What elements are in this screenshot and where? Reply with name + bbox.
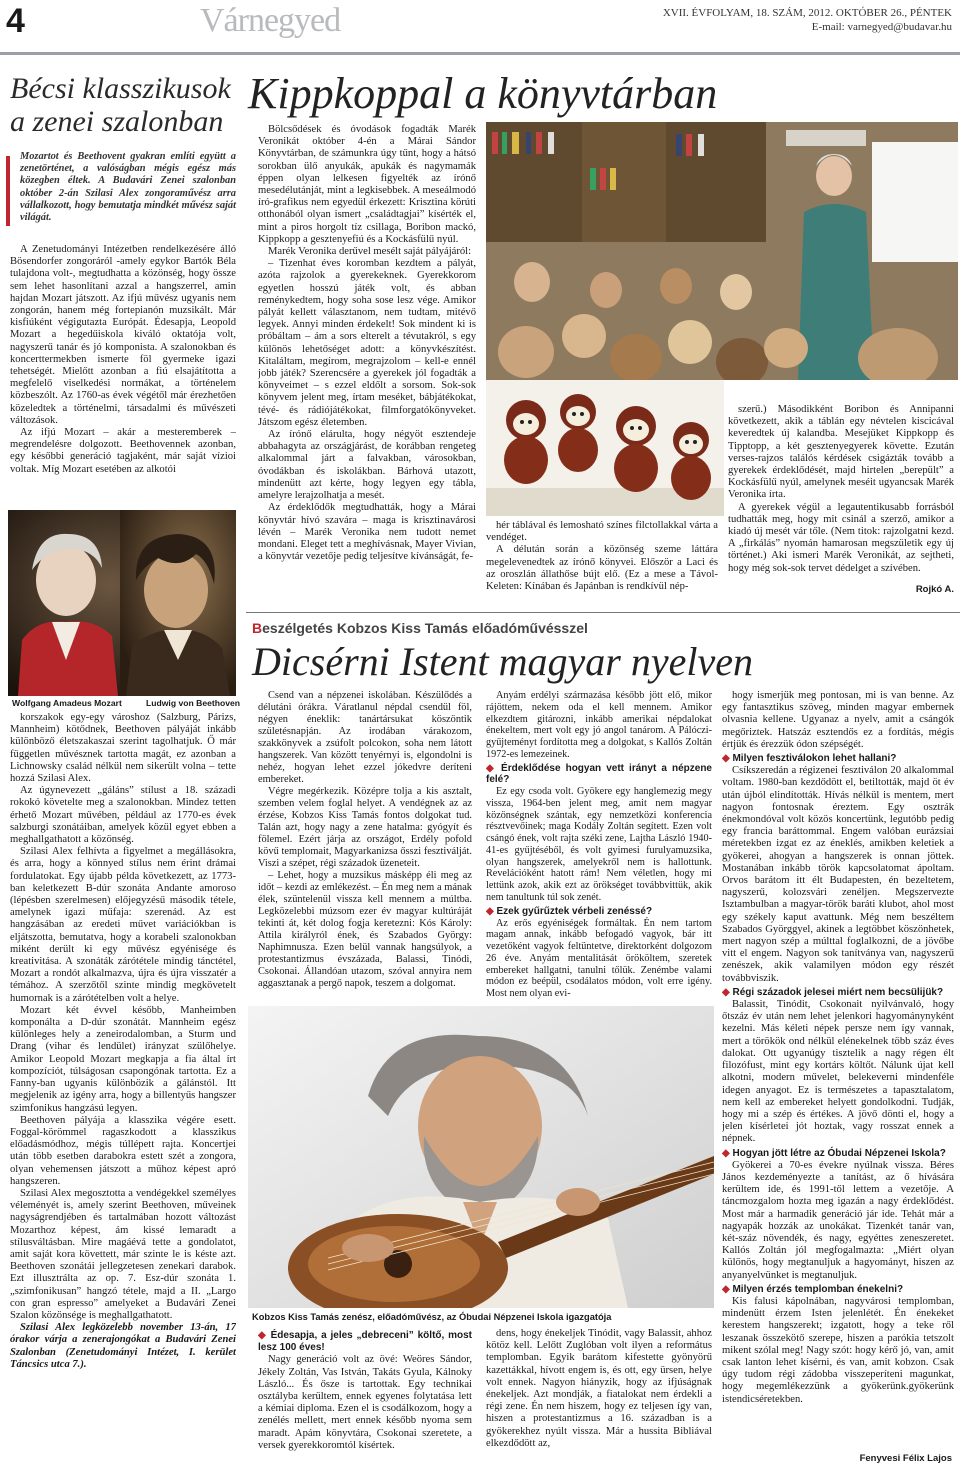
section-divider [246,612,960,613]
kip-article-paragraph: szerű.) Másodikként Boribon és Annipanni következett, akik a táblán egy névtelen kiscicával keveredtek új kalandba. Mesejüket Kippkopp és Tipptopp, a két gesztenyegyerek követte. Ezután verses-rajzos találós kérdések csigázták tovább a gyerekek érdeklődését, majd hirtelen „berepült” a Kockásfülű nyúl, amelynek meséit ugyancsak Marék Veronika írta. [728,404,954,501]
kicker-text: eszélgetés Kobzos Kiss Tamás előadóművésszel [262,620,588,636]
lead-accent-bar [6,156,10,226]
email-link[interactable]: E-mail: varnegyed@budavar.hu [811,21,952,33]
interview-paragraph: Csend van a népzenei iskolában. Készülődés a délutáni órákra. Váratlanul népdal csendül föl, négyen éneklik: tanártársukat köszöntik születésnapján. Az irodában várakozom, szakkönyvek a zsúfolt polcokon, soha nem látott hangszerek. Van között tenyérnyi is, elgondolni is nehéz, hogyan lehet ezzel jókedvre deríteni embereket. [258,690,472,785]
interview-question: ◆ Hogyan jött létre az Óbudai Népzenei Iskola? [722,1148,954,1160]
interview-byline: Fenyvesi Félix Lajos [859,1453,952,1464]
left-article-title: Bécsi klasszikusok a zenei szalonban [10,72,231,138]
interview-question: ◆ Milyen érzés templomban énekelni? [722,1284,954,1296]
kicker-initial: B [252,620,263,636]
interview-paragraph: Végre megérkezik. Középre tolja a kis asztalt, szemben velem foglal helyet. A vendégnek az az érzése, Kobzos Kiss Tamás fontos dolgokat tud. Talán azt, hogy nagy a zene hatalma: gyógyít és fölemel. Ezért járja az országot, Erdély pofold kövű templomait, Magyarkanizsa ősszi fesztiválját. Viszi a szépet, régi századok üzeneteit. [258,785,472,869]
interview-kicker [252,620,588,636]
left-article-paragraph: Mozart két évvel később, Manheimben komponálta a D-dúr szonátát. Mannheim egész különleges hely a zeneirodalomban, a Sturm und Drang (vihar és lendület) irányzat szülőhelye. Amikor Leopold Mozart megkapja a fia által írt kompozíciót, túlságosan csapongónak tartotta. Ez a Fanny-ban ugyanis különbözik a gálánstól. Itt megjelenik az igény arra, hogy a billentyűs hangszer szimfonikus hangzású legyen. [10,1004,236,1114]
kip-article-paragraph: A délután során a közönség szeme láttára megelevenedtek az írónő könyvei. Először a Laci és az oroszlán állathőse bújt elő. (Ez a mese a Távol-Keleten: Kínában és Japánban is rendkívül nép- [486,544,718,593]
kip-article-col2 [486,520,718,604]
kip-signature: Rojkó A. [915,584,954,595]
left-article-paragraph: Szilasi Alex felhívta a figyelmet a megállásokra, és arra, hogy a könnyed stílus nem érint drámai fordulatokat. Egy újabb példa következett, az 1773-ban keletkezett B-dúr szonáta Andante amoroso (lépésben szerelmesen) előjegyzésű második tétele, amelynek igazi műfaja: szerenád. Az est hangzásában az eredeti művet variációkban is eljátszotta, bemutatva, hogy a korabeli szalonokban miként derült ki egy művész egyénisége és kreativitása. A szonáták zárótétele mindig tánctétel, Mozart a rondót alkalmazva, újra és újra visszatér a témához. A szerzőtől szinte mindig megkövetelt humornak is a zárótételben volt a helye. [10,846,236,1004]
interview-question: ◆ Milyen fesztiválokon lehet hallani? [722,753,954,765]
left-article-lead: Mozartot és Beethovent gyakran említi együtt a zenetörténet, a valóságban mégis egész más közegben éltek. A Budavári Zenei szalonban október 2-án Szilasi Alex zongoraművész arra vállalkozott, hogy bemutatja mindkét művész saját világát. [20,151,236,224]
interview-paragraph: hogy ismerjük meg pontosan, mi is van benne. Az egy fantasztikus szöveg, minden magyar embernek olvasnia kellene. Ugyanaz a nyelv, amit a csángók megőriztek. Hatszáz esztendős ez a fordítás, mégis értjük és érezzük ódon szépségét. [722,690,954,750]
kip-article-title: Kippkoppal a könyvtárban [248,69,718,118]
masthead: Várnegyed [200,2,341,39]
kip-article-paragraph: A gyerekek végül a legautentikusabb forrásból tudhatták meg, hogy mit csinál a szerző, amikor a kiadó új mesét vár tőle. (Nem titok: rajzolgatni kezd. A „firkálás” nyomán hamarosan megszületik egy új történet.) Aki ismeri Marék Veronikát, az sejtheti, hogy még sok-sok tervet dédelget a szívében. [728,501,954,574]
kip-article-paragraph: hér táblával és lemosható színes filctollakkal várta a vendéget. [486,520,718,544]
interview-paragraph: Gyökerei a 70-es évekre nyúlnak vissza. Béres János kezdeményezte a tanítást, az ő hívására kerültem ide, és 1991-től lettem a vezetője. A táncmozgalom hozta meg igazán a nagy érdeklődést. Most már a harmadik generáció jár ide. Tehát már a nagyapák hozzák az unokákat. Tizenkét tanár van, két-száz növendék, és nagy, egyéttes zeneszeretet. Kallós Zoltán jól megfogalmazta: „Miért olyan különös, hogy megtanuljuk a hagyományt, hiszen az anyanyelvünket is megtanuljuk. [722,1159,954,1281]
musician-photo [248,1006,714,1308]
page-number: 4 [6,2,25,40]
library-event-photo [486,122,958,380]
caption-beethoven: Ludwig von Beethoven [146,698,241,708]
interview-paragraph: Csíkszeredán a régizenei fesztiválon 20 alkalommal voltam. 1980-ban kezdődött el, betiltották, majd öt év után újból elindították. Hívás nélkül is mentem, mert nagyon fontosnak éreztem. Egy osztrák énekmondóval volt közös koncertünk, legutóbb pedig egy francia baráttommal. Engem valóban eurázsiai méretekben izgat ez az éneklés, amikben keletiek a gyökerei, ahogyan a hangszerek is onnan jöttek. Mostanában inkább török kapcsolatomat ápoltam. Orvos barátom itt élt Budapesten, én bezeltetem, nagyszerű, kolozsvári zenéljen. Megszervezte Isztambulban a magyar-török baráti klubot, ahol most egy székely kaput avattunk. Még nem beszéltem Szabados Györggyel, akinek a legtöbbet köszönhetek, mert nagyon szép a múlttal foglalkozni, de a jövőbe vitt el engem. Nagyon sok tanítványa van, nagyszerű zenészek, akik valamilyen módon egy részét továbbviszik. [722,765,954,984]
interview-col3 [722,690,954,1450]
library-photo-image [486,122,958,380]
puppets-photo [486,380,724,516]
left-article-paragraph: Beethoven pályája a klasszika végére esett. Foggal-körömmel ragaszkodott a klasszikus előadásmódhoz, mégis túllépett rajta. Koncertjei után több esetben darabokra estett szét a zongora, olyan vehemensen játszott a műhoz képest apró hangszeren. [10,1114,236,1187]
interview-paragraph: Balassit, Tinódit, Csokonait nyilvánvaló, hogy őtszáz év után nem lehet jelenkori hagyománynyként kezelni. Más kéleti népek persze nem így vannak, mert a törökök ond nélkül elénekelnek több száz éves dalokat. Ott ugyanúgy tisztelik a nagy régen élt filozófust, mint egy kortárs költőt. Nálunk újat kell alkotni, modern művelet, belekeverni mindenféle idegen anyagot. Ez is természetes a tapasztalatom, nem kell az embereket helyett gondolkodni. Tudják, hogy mi a szép és értékes. A jövő dönti el, hogy a jelen kísérletei jót hoztak, vagy rosszat ennek a népnek. [722,999,954,1145]
interview-paragraph: Anyám erdélyi származása később jött elő, mikor rájöttem, nekem oda el kell mennem. Amikor elkezdtem gitározni, inkább amerikai népdalokat énekeltem, mert volt egy jó angol tanárom. A Pálóczi-gyűjteményt fordította meg a dolgokat, s Kallós Zoltán 1972-es lemezeinek. [486,690,712,760]
interview-col2-after-photo [486,1328,712,1472]
left-article-closing-note: Szilasi Alex legközelebb november 13-án, 17 órakor várja a zenerajongókat a Budavári Zenei Szalonban (Zenetudományi Intézet, I. kerület Táncsics utca 7.). [10,1322,236,1370]
interview-col2 [486,690,712,1002]
kip-article-paragraph: Az írónő elárulta, hogy négyöt esztendeje abbahagyta az országjárást, de korábban rengeteg alkalommal járt a falvakban, városokban, óvodákban és iskolákban. Bárhová utazott, mindenütt azt kérte, hogy legyen egy tábla, amelyre lerajzolhatja a mesét. [258,429,476,502]
portraits-image [8,510,236,696]
interview-paragraph: Nagy generáció volt az övé: Weöres Sándor, Jékely Zoltán, Vas István, Takáts Gyula, Kálnoky László... És ősze is tartottak. Egy technikai osztályba kerültem, ennek egyenes folytatása lett a kémiai diploma. Ezen el is csodálkozom, hogy a zenélés mellett, mert ennek később nyoma sem maradt. Apám könyvtára, Csokonai szeretete, a versek gyerekkoromtól kísértek. [258,1354,472,1451]
interview-col1 [258,690,472,1002]
interview-question: ◆ Ezek gyűrűztek vérbeli zenéssé? [486,906,712,918]
issue-line: XVII. ÉVFOLYAM, 18. SZÁM, 2012. OKTÓBER 26., PÉNTEK [662,7,952,19]
musician-photo-caption: Kobzos Kiss Tamás zenész, előadóművész, az Óbudai Népzenei Iskola igazgatója [252,1312,612,1322]
left-article-paragraph: Az ifjú Mozart – akár a mesteremberek – megrendelésre dolgozott. Beethovennek azonban, egy későbbi generáció tagjaként, már saját vízioi voltak. Míg Mozart esetében az alkotói [10,427,236,475]
interview-question: ◆ Régi századok jelesei miért nem becsülijük? [722,987,954,999]
composer-portraits [8,510,236,696]
kip-article-paragraph: Marék Veronika derűvel mesélt saját pályájáról: [268,246,472,258]
interview-question: ◆ Édesapja, a jeles „debreceni” költő, most lesz 100 éves! [258,1330,472,1354]
interview-paragraph: – Lehet, hogy a muzsikus másképp éli meg az időt – kezdi az emlékezést. – Én meg nem a mának élek, szüntelenül vissza kell mennem a múltba. Legközelebbi múzsom ezer év magyar kultúráját tekinti át, két dolog fogja keretezni: Kós Károly: Attila királyról ének, és Szabados György: Naphimnusza. Ezen belül vannak hangsúlyok, a protestantizmus évszázada, Balassi, Tinódi, Csokonai. Állandóan utazom, szóval annyira nem aggasztanak a pergő napok, teszem a dolgomat. [258,869,472,989]
left-article-body-top [10,244,236,506]
left-article-paragraph: A Zenetudományi Intézetben rendelkezésére álló Bösendorfer zongoráról -amely egykor Bartók Béla tulajdona volt-, megtudhatta a közönség, hogy össze sem lehet hasonlítani azzal a hangszerrel, amin hajdan Mozart játszott. Az ifjú művész ugyanis nem zongorán, hanem még fortepianón muzsikált. Már kisfiúként végigutazta Európát. Édesapja, Leopold Mozart a hegedűiskola kiváló oktatója volt, nagyszerű tanár és jó komponista. A szalonokban és koncerttermekben ismerte föl gyermeke igazi tehetségét. Mielőtt azonban a fiú elsajátította a megfelelő viselkedési normákat, a történelem közbeszólt. Az 1760-as évek végétől már érezhetően közeledtek a történelmi, társadalmi és művészeti változások. [10,244,236,426]
kip-article-paragraph: Bölcsődések és óvodások fogadták Marék Veronikát október 4-én a Márai Sándor Könyvtárban, de számunkra úgy tűnt, hogy a hátsó sorokban ülő anyukák, apukák és nagymamák éppen olyan lelkesen figyelték az írónő mesedélutánját, mint a legkisebbek. A meseálmodó író-grafikus nem egyedül érkezett: Krisztina körúti otthonából olyan ismert „családtagjai” kísérték el, mint a piros horgolt tíz csillaga, Boribon mackó, Kippkopp a gesztenyefiú és a Kockásfülű nyúl. [258,124,476,245]
header-rule [0,52,960,55]
issue-info [663,6,952,34]
left-article-paragraph: Szilasi Alex megosztotta a vendégekkel személyes véleményét is, amely szerint Beethoven, műveinek nagyságrendjében és tartalmában hozott változást Mozarthoz képest, ám kissé lemaradt a stílusváltásban. Mire magáévá tette a gondolatot, amit saját kora követtett, már szinte le is késte azt. Beethoven szonátái jellegzetesen zenekari darabok. Ezt illusztrálta az op. 7. Esz-dúr szonáta 1. „szimfonikusan” hangzó tétele, majd a II. „Largo con gran espresso” amelyeket a Budavári Zenei Szalon közönsége is meghallgathatott. [10,1187,236,1321]
kip-article-col3 [728,404,954,580]
kip-article-paragraph: Az érdeklődők megtudhatták, hogy a Márai könyvtár hívó szavára – maga is krisztinavárosi lévén – Marék Veronika nem tudott nemet mondani. Eleget tett a meghívásnak, Mayer Vivian, a könyvtár vezetője pedig teljesítve kívánságát, fe- [258,502,476,563]
interview-paragraph: dens, hogy énekeljek Tinódit, vagy Balassit, ahhoz kötöz kell. Lelőtt Zuglóban volt ilyen a református templomban. Egyik barátom kifestette gyönyörű kazettákkal, hívott engem is, és ott, egy ürsen, helye volt ennek. Nagyon hiányzik, hogy az ifjúságnak énekeljek. Azt mondják, a fiatalokat nem érdekli a régi zene. Én nem hiszem, hogy ez teljesen így van, hiszen a protestantizmus a 16. században is a gyökerekhez nyúlt vissza. Már a hussita Bibliával elkezdődött az, [486,1328,712,1449]
kip-article-paragraph: – Tizenhat éves koromban kezdtem a pályát, azóta rajzolok a gyerekeknek. Gyerekkorom egyetlen hosszú játék volt, és abban reménykedtem, hogy soha sose lesz vége. Amikor pályát kellett választanom, nem tudtam, mitévő legyek. Annyi minden érdekelt! Sok mindent ki is próbáltam – ám a sors elterelt a tévutakról, s egy különös lehetőséget adott: a könyvkészítést. Kitaláltam, megírom, megrajzolom – kell-e ennél jobb játék? Szerencsére a gyerekek jól fogadták a könyveimet – s ezzel eldőlt a sorsom. Sok-sok könyvem jelent meg, írtam meséket, bábjátékokat, tévé- és rádiójátékokat, filmforgatókönyveket. Játszom egész életemben. [258,258,476,428]
interview-title: Dicsérni Istent magyar nyelven [252,639,753,684]
caption-mozart: Wolfgang Amadeus Mozart [12,698,122,708]
musician-image [248,1006,714,1308]
left-article-paragraph: Az úgynevezett „gáláns” stílust a 18. századi rokokó követelte meg a szalonokban. Mindez tetten érhető Mozart művében, például az 1770-es évek salzburgi szonátáiban, amelyek közül egyet ebben a meghallgathatott a közönség. [10,785,236,846]
interview-question: ◆ Érdeklődése hogyan vett irányt a népzene felé? [486,763,712,787]
interview-paragraph: Ez egy csoda volt. Gyökere egy hanglemezig megy vissza, 1964-ben jelent meg, amit nem magyar közönségnek szántak, egy nemzetközi konferencia résztvevőinek; maga Kodály Zoltán segített. Ezen volt csángó ének, volt rajta széki zene, Lajtha László 1940-41-es gyűjtéséből, és volt gyimesi furulyamuzsika, olyan hangszerek, amelyekről nem is hallottunk. Revelációként hatott rám! Nem véletlen, hogy mi lettünk azok, akik ezt az örökséget továbbvittük, akik nem tanultunk túl sok zenét. [486,786,712,904]
interview-paragraph: Az erős egyéniségek formáltak. Én nem tartom magam annak, inkább befogadó vagyok, bár itt vezetőként vagyok feltüntetve, direktorként dolgozom 26 éve. Anyám mentalitását örököltem, szeretek embereket hallgatni, tanulni tőlük. Zenémbe valami módon ez beépül, csodálatos módon, volt erre igény. Most nem olyan evi- [486,917,712,1000]
kip-article-col1 [258,124,476,610]
interview-paragraph: Kis falusi kápolnában, nagyvárosi templomban, mindenütt érzem Isten jelenlétét. Én énekeket kerestem hangszerekt; izgatott, hogy a teke ről leszanak összekötő szerepe, hiszen a parókia tetszolt mikent szólal meg! Nagy szót: hogy kérő jó, van, amit csak lanton lehet kísérni, és van, amit kobzon. Csak úgy tudom régi zádobba visszeperíteni magunkat, hogy megemlékezzünk a gyökerünk.gyökerünk istendicséretekben. [722,1295,954,1405]
interview-col1-after-photo [258,1328,472,1472]
left-article-paragraph: korszakok egy-egy városhoz (Salzburg, Párizs, Mannheim) kötődnek, Beethoven pályáját inkább különböző életszakaszai szerint tagolhatjuk. Ő már független művésznek tartotta magát, ez azonban a Lichnowsky család nélkül nem sikerült volna – tette hozzá Szilasi Alex. [10,712,236,785]
left-article-body-bottom [10,712,236,1466]
puppets-image [486,380,724,516]
